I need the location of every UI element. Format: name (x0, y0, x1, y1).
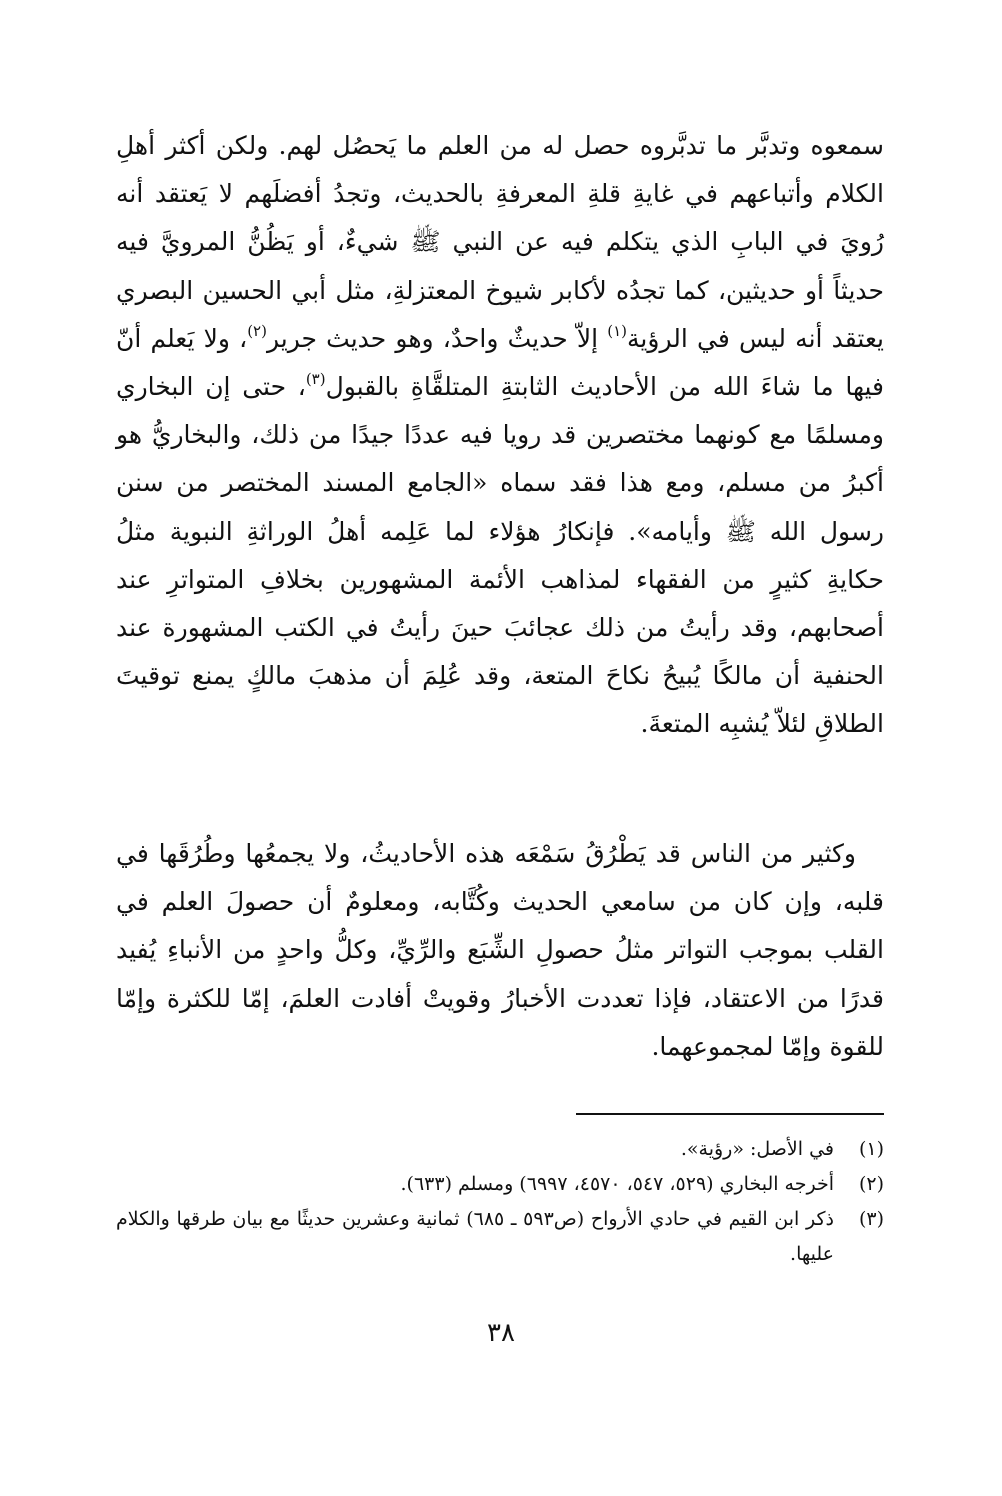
footnote-reference-2: (٢) (247, 321, 267, 340)
footnote-number: (١) (858, 1138, 884, 1160)
footnote-number: (٢) (858, 1173, 884, 1195)
paragraph-1-part-2: إلاّ حديثٌ واحدٌ، وهو حديث جرير (266, 323, 608, 353)
footnote-divider (576, 1113, 884, 1115)
paragraph-text (116, 122, 884, 749)
paragraph-1-part-1: سمعوه وتدبَّر ما تدبَّروه حصل له من العلم ما يَحصُل لهم. ولكن أكثر أهلِ الكلام وأتباعهم في غايةِ قلةِ المعرفةِ بالحديث، وتجدُ أفضلَهم لا يَعتقد أنه رُويَ في البابِ الذي يتكلم فيه عن النبي ﷺ شيءٌ، أو يَظُنُّ المرويَّ فيه حديثاً أو حديثين، كما تجدُه لأكابر شيوخ المعتزلةِ، مثل أبي الحسين البصري يعتقد أنه ليس في الرؤية (116, 131, 884, 353)
footnotes-list (116, 1132, 884, 1272)
main-paragraph-2 (116, 830, 884, 1071)
paragraph-1-part-3: ، ولا يَعلم أنّ فيها ما شاءَ الله من الأحاديث الثابتةِ المتلقَّاةِ بالقبول (116, 323, 884, 402)
footnote-item (116, 1202, 884, 1272)
paragraph-2-text: وكثير من الناس قد يَطْرُقُ سَمْعَه هذه الأحاديثُ، ولا يجمعُها وطُرُقَها في قلبه، وإن كان من سامعي الحديث وكُتَّابه، ومعلومٌ أن حصولَ العلم في القلب بموجب التواتر مثلُ حصولِ الشِّبَع والرِّيِّ، وكلُّ واحدٍ من الأنباءِ يُفيد قدرًا من الاعتقاد، فإذا تعددت الأخبارُ وقويتْ أفادت العلمَ، إمّا للكثرة وإمّا للقوة وإمّا لمجموعهما. (116, 839, 884, 1061)
footnote-item (116, 1132, 884, 1167)
footnote-text: في الأصل: «رؤية». (680, 1138, 834, 1160)
footnote-number: (٣) (858, 1208, 884, 1230)
footnote-text: أخرجه البخاري (٥٢٩، ٥٤٧، ٤٥٧٠، ٦٩٩٧) ومسلم (٦٣٣). (400, 1173, 834, 1195)
footnote-item (116, 1167, 884, 1202)
footnote-reference-3: (٣) (305, 370, 326, 389)
paragraph-1-part-4: ، حتى إن البخاري ومسلمًا مع كونهما مختصرين قد رويا فيه عددًا جيدًا من ذلك، والبخاريُّ هو أكبرُ من مسلم، ومع هذا فقد سماه «الجامع المسند المختصر من سنن رسول الله ﷺ وأيامه». فإنكارُ هؤلاء لما عَلِمه أهلُ الوراثةِ النبوية مثلُ حكايةِ كثيرٍ من الفقهاء لمذاهب الأئمة المشهورين بخلافِ المتواترِ عند أصحابهم، وقد رأيتُ من ذلك عجائبَ حينَ رأيتُ في الكتب المشهورة عند الحنفية أن مالكًا يُبيحُ نكاحَ المتعة، وقد عُلِمَ أن مذهبَ مالكٍ يمنع توقيتَ الطلاقِ لئلاّ يُشبِه المتعةَ. (116, 372, 884, 739)
page-number: ٣٨ (487, 1318, 515, 1348)
footnote-reference-1: (١) (607, 321, 628, 340)
footnote-text: ذكر ابن القيم في حادي الأرواح (ص٥٩٣ ـ ٦٨٥) ثمانية وعشرين حديثًا مع بيان طرقها والكلام عليها. (116, 1208, 834, 1265)
main-paragraph-1 (116, 122, 884, 749)
